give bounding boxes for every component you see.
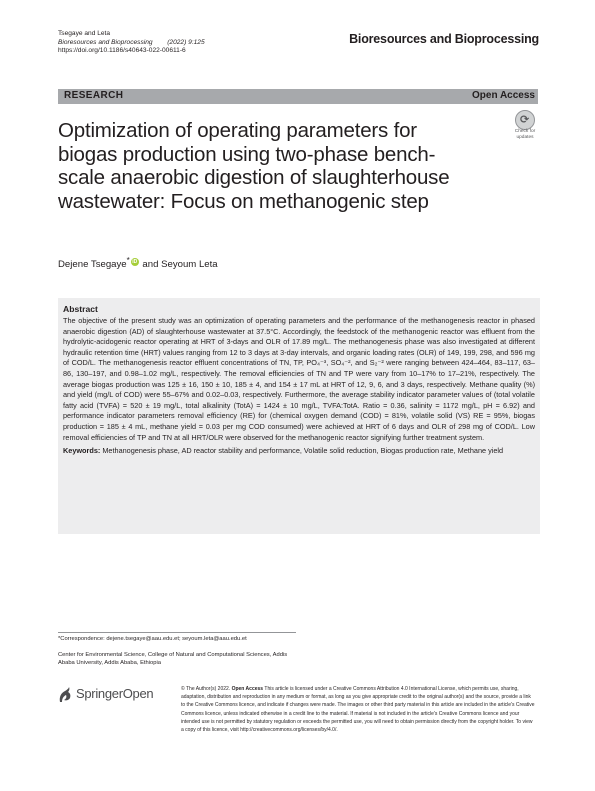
author-name[interactable]: Dejene Tsegaye [58,259,127,271]
affiliation-note: Center for Environmental Science, College of Natural and Computational Sciences, Addis Ababa University, Addis Ababa, Ethiopia [58,652,288,667]
correspondence-note: *Correspondence: dejene.tsegaye@aau.edu.et; seyoum.leta@aau.edu.et [58,636,247,642]
abstract-text: The objective of the present study was an optimization of operating parameters and the performance of the methanogenesis reactor in phased anaerobic digestion (AD) of slaughterhouse wastewater at 37.5°C. Accordingly, the feedstock of the methanogenic reactor was effluent from the hydrolytic-acidogenic reactor operating at HRT of 3-days and OLR of 17.89 mg/L. The methanogenesis phase was also investigated at different hydraulic retention time (HRT) values ranging from 12 to 3 days at 3-day intervals, and organic loading rates (OLR) of 149, 199, 298, and 596 mg of COD/L. The methanogenesis reactor effluent concentrations of TN, TP, PO₄⁻³, SO₄⁻², and S₂⁻² were ranging between 424–464, 83–117, 63–86, 130–197, and 0.98–1.02 mg/L, respectively. The removal efficiencies of TN and TP were vary from 10–17% to 17–21%, respectively. The average biogas production was 125 ± 16, 150 ± 10, 185 ± 4, and 154 ± 17 mL at HRT of 12, 9, 6, and 3 days, respectively. Methane quality (%) and yield (mg/L of COD) were 55–67% and 0.02–0.03, respectively. Furthermore, the average stability indicator parameter values of (total volatile fatty acid (TVFA) = 520 ± 19 mg/L, total alkalinity (TotA) = 1424 ± 10 mg/L, TVFA:TotA. Ratio = 0.36, salinity = 1172 mg/L, pH = 6.92) and performance indicator parameters removal efficiency (RE) for (chemical oxygen demand (COD) = 81%, volatile solid (VS) RE = 95%, biogas production = 185 ± 4 mL, methane yield = 0.03 per mg COD consumed) were achieved at HRT of 6 days and OLR of 298 mg of COD/L. Low removal efficiencies of TP and TN at all HRT/OLR were observed for the methanogenic reactor signifying further treatment system. [63,316,535,442]
springer-horse-icon [57,686,73,704]
corresponding-star: * [126,256,130,265]
citation-authors: Tsegaye and Leta [58,30,111,37]
license-text: This article is licensed under a Creative Commons Attribution 4.0 International License, which permits use, sharing, adaptation, distribution and reproduction in any medium or format, as long as you give appropriate credit to the original author(s) and the source, provide a link to the Creative Commons licence, and indicate if changes were made. The images or other third party material in this article are included in the article's Creative Commons licence, unless indicated otherwise in a credit line to the material. If material is not included in the article's Creative Commons licence and your intended use is not permitted by statutory regulation or exceeds the permitted use, you will need to obtain permission directly from the copyright holder. To view a copy of this licence, visit http://creativecommons.org/licenses/by/4.0/. [181,686,535,734]
keywords-label: Keywords: [63,446,101,456]
section-label: RESEARCH [64,90,124,101]
orcid-icon[interactable]: iD [132,259,138,266]
springer-open-logo [57,686,177,704]
open-access-label: Open Access [472,90,535,101]
keywords-list: Methanogenesis phase, AD reactor stability and performance, Volatile solid reduction, Biogas production rate, Methane yield [102,446,504,456]
check-updates-icon: ⟳ [515,110,535,130]
keywords [63,446,535,457]
publisher-name: SpringerOpen [76,686,154,701]
check-for-updates-button[interactable] [512,110,538,140]
article-citation [58,30,205,56]
check-updates-label [509,129,541,140]
section-bar [58,89,538,104]
license-notice [181,685,536,734]
journal-title: Bioresources and Bioprocessing [349,32,539,46]
author-list [58,256,218,270]
author-conjunction: and [139,259,162,271]
citation-journal [58,39,205,48]
footnote-divider [58,632,296,633]
citation-year-volume: (2022) 9:125 [167,38,205,46]
article-title: Optimization of operating parameters for biogas production using two-phase bench-scale anaerobic digestion of slaughterhouse wastewater: Focus on methanogenic step [58,119,450,214]
abstract-heading: Abstract [63,304,98,314]
check-updates-line1: Check for [514,129,536,134]
author-name[interactable]: Seyoum Leta [161,259,218,271]
copyright-text: © The Author(s) 2022. [181,686,231,692]
abstract-box [58,298,540,534]
citation-journal-name: Bioresources and Bioprocessing [58,38,153,46]
citation-doi-link[interactable]: https://doi.org/10.1186/s40643-022-00611-6 [58,47,186,55]
open-access-notice: Open Access [231,686,264,692]
check-updates-line2: updates [516,134,534,140]
